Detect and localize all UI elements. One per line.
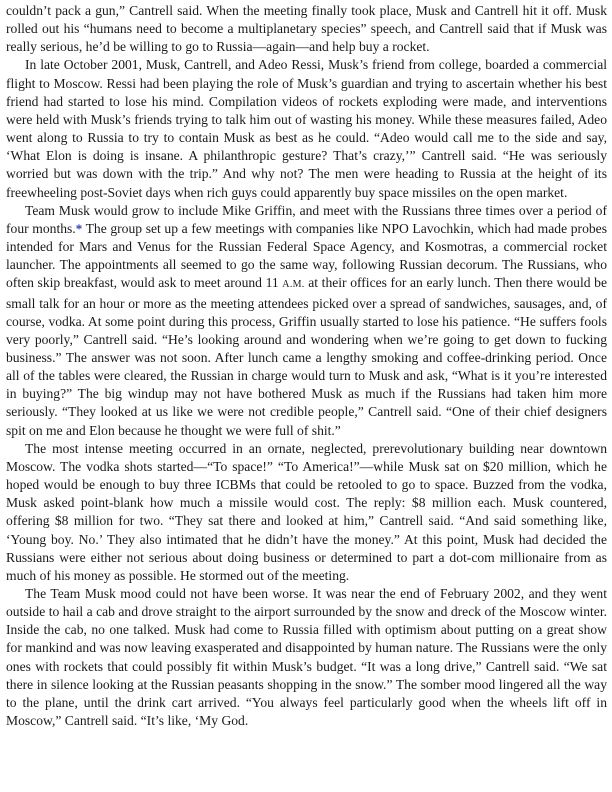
paragraph-3	[6, 202, 607, 440]
paragraph-3-text-start: Team Musk would grow to include Mike Griffin, and meet with the Russians three times over a period of four months.	[6, 202, 607, 236]
paragraph-3-text-end: at their offices for an early lunch. Then there would be small talk for an hour or more as the meeting attendees picked over a spread of sandwiches, sausages, and, of course, vodka. At some point during this process, Griffin usually started to lose his patience. “He suffers fools very poorly,” Cantrell said. “He’s looking around and wondering when we’re going to get down to fucking business.” The answer was not soon. After lunch came a lengthy smoking and coffee-drinking period. Once all of the tables were cleared, the Russian in charge would turn to Musk and ask, “What is it you’re interested in buying?” The big windup may not have bothered Musk as much if the Russians had taken him more seriously. “They looked at us like we were not credible people,” Cantrell said. “One of their chief designers spit on me and Elon because he thought we were full of shit.”	[6, 275, 607, 438]
paragraph-4: The most intense meeting occurred in an ornate, neglected, prerevolutionary building near downtown Moscow. The vodka shots started—“To space!” “To America!”—while Musk sat on $20 million, which he hoped would be enough to buy three ICBMs that could be retooled to go to space. Buzzed from the vodka, Musk asked point-blank how much a missile would cost. The reply: $8 million each. Musk countered, offering $8 million for two. “They sat there and looked at him,” Cantrell said. “And said something like, ‘Young boy. No.’ They also intimated that he didn’t have the money.” At this point, Musk had decided the Russians were either not serious about doing business or determined to part a dot-com millionaire from as much of his money as possible. He stormed out of the meeting.	[6, 440, 607, 583]
paragraph-1: couldn’t pack a gun,” Cantrell said. When the meeting finally took place, Musk and Cantrell hit it off. Musk rolled out his “humans need to become a multiplanetary species” speech, and Cantrell said that if Musk was really serious, he’d be willing to go to Russia—again—and help buy a rocket.	[6, 3, 607, 55]
time-suffix: A.M.	[282, 279, 305, 291]
paragraph-5: The Team Musk mood could not have been worse. It was near the end of February 2002, and they went outside to hail a cab and drove straight to the airport surrounded by the snow and dreck of the Moscow winter. Inside the cab, no one talked. Musk had come to Russia filled with optimism about putting on a great show for mankind and was now leaving exasperated and disappointed by human nature. The Russians were the only ones with rockets that could possibly fit within Musk’s budget. “It was a long drive,” Cantrell said. “We sat there in silence looking at the Russian peasants shopping in the snow.” The somber mood lingered all the way to the plane, until the drink cart arrived. “You always feel particularly good when the wheels lift off in Moscow,” Cantrell said. “It’s like, ‘My God.	[6, 586, 607, 729]
paragraph-3-text-middle: The group set up a few meetings with companies like NPO Lavochkin, which had made probes intended for Mars and Venus for the Russian Federal Space Agency, and Kosmotras, a commercial rocket launcher. The appointments all seemed to go the same way, following Russian decorum. The Russians, who often skip breakfast, would ask to meet around 11	[6, 220, 607, 291]
book-page	[6, 2, 607, 730]
paragraph-2: In late October 2001, Musk, Cantrell, and Adeo Ressi, Musk’s friend from college, boarded a commercial flight to Moscow. Ressi had been playing the role of Musk’s guardian and trying to ascertain whether his best friend had started to lose his mind. Compilation videos of rockets exploding were made, and interventions were held with Musk’s friends trying to talk him out of wasting his money. While these measures failed, Adeo went along to Russia to try to contain Musk as best as he could. “Adeo would call me to the side and say, ‘What Elon is doing is insane. A philanthropic gesture? That’s crazy,’” Cantrell said. “He was seriously worried but was down with the trip.” And why not? The men were heading to Russia at the height of its freewheeling post-Soviet days when rich guys could apparently buy space missiles on the open market.	[6, 57, 607, 200]
footnote-marker[interactable]: *	[75, 220, 83, 236]
